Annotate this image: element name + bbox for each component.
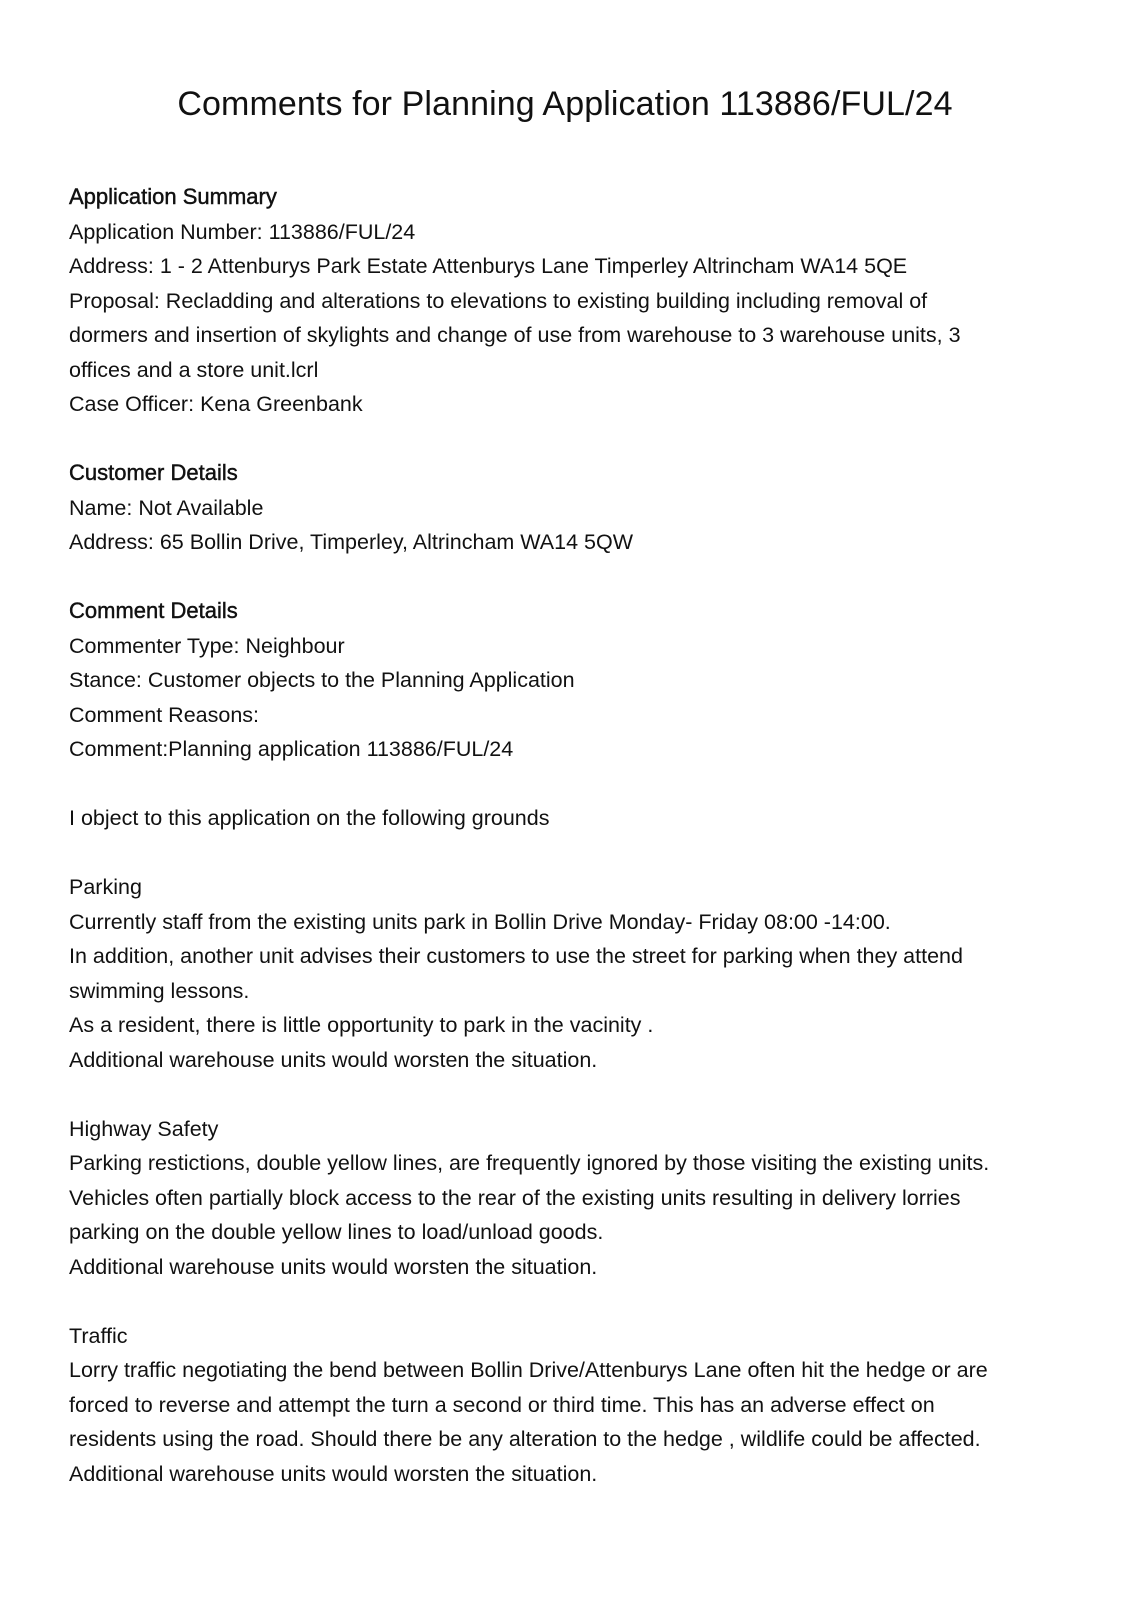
section-line: Parking restictions, double yellow lines, are frequently ignored by those visiting the existing units.: [69, 1151, 990, 1175]
section-line: parking on the double yellow lines to load/unload goods.: [69, 1220, 604, 1244]
stance-value: Customer objects to the Planning Application: [147, 668, 575, 692]
comment-line: [69, 732, 1069, 767]
commenter-type-label: Commenter Type:: [69, 633, 240, 658]
section-line: As a resident, there is little opportunity to park in the vacinity .: [69, 1013, 654, 1037]
proposal-line: Proposal: Recladding and alterations to elevations to existing building including removal of: [69, 288, 928, 313]
spacer: [69, 767, 1069, 802]
application-address-value: 1 - 2 Attenburys Park Estate Attenburys Lane Timperley Altrincham WA14 5QE: [159, 254, 908, 278]
document-body: [69, 180, 1069, 1491]
page-title: Comments for Planning Application 113886/FUL/24: [177, 85, 953, 123]
comment-section-parking: [69, 870, 1069, 1077]
customer-details-section: [69, 456, 1069, 560]
comment-section-traffic: [69, 1319, 1069, 1492]
spacer: [69, 836, 1069, 871]
section-line: residents using the road. Should there be any alteration to the hedge , wildlife could be affected.: [69, 1427, 981, 1451]
section-line: In addition, another unit advises their customers to use the street for parking when they attend: [69, 944, 963, 968]
commenter-type-line: [69, 629, 1069, 664]
stance-label: Stance:: [69, 668, 142, 692]
section-line: Vehicles often partially block access to the rear of the existing units resulting in delivery lorries: [69, 1185, 961, 1210]
comment-intro: I object to this application on the following grounds: [69, 806, 550, 830]
application-number-label: Application Number:: [69, 219, 263, 244]
stance-line: [69, 663, 1069, 698]
customer-address-line: [69, 525, 1069, 560]
section-line: Lorry traffic negotiating the bend between Bollin Drive/Attenburys Lane often hit the hedge or are: [69, 1358, 988, 1382]
section-heading: Highway Safety: [69, 1116, 219, 1141]
comment-reasons-label: Comment Reasons:: [69, 702, 259, 727]
section-line: swimming lessons.: [69, 978, 250, 1003]
comment-details-section: [69, 594, 1069, 1491]
customer-name-label: Name:: [69, 495, 133, 520]
proposal-line: dormers and insertion of skylights and change of use from warehouse to 3 warehouse units, 3: [69, 323, 961, 347]
case-officer-value: Kena Greenbank: [200, 392, 363, 416]
proposal-line: offices and a store unit.lcrl: [69, 357, 319, 382]
customer-name-value: Not Available: [138, 495, 264, 520]
case-officer-label: Case Officer:: [69, 392, 195, 416]
section-line: forced to reverse and attempt the turn a second or third time. This has an adverse effect on: [69, 1392, 935, 1417]
customer-details-heading: Customer Details: [69, 460, 238, 485]
application-address-label: Address:: [69, 254, 154, 278]
section-line: Additional warehouse units would worsten the situation.: [69, 1254, 598, 1279]
section-line: Additional warehouse units would worsten the situation.: [69, 1047, 598, 1072]
comment-section-highway-safety: [69, 1112, 1069, 1285]
application-summary-section: [69, 180, 1069, 422]
customer-address-value: 65 Bollin Drive, Timperley, Altrincham WA14 5QW: [159, 530, 633, 554]
spacer: [69, 1077, 1069, 1112]
comment-value: Planning application 113886/FUL/24: [168, 737, 514, 761]
case-officer-line: [69, 387, 1069, 422]
application-number-line: [69, 215, 1069, 250]
commenter-type-value: Neighbour: [245, 633, 345, 658]
spacer: [69, 560, 1069, 595]
application-summary-heading: Application Summary: [69, 184, 277, 209]
customer-address-label: Address:: [69, 530, 154, 554]
spacer: [69, 422, 1069, 457]
section-heading: Parking: [69, 875, 142, 899]
section-heading: Traffic: [69, 1323, 128, 1348]
spacer: [69, 1284, 1069, 1319]
customer-name-line: [69, 491, 1069, 526]
comment-details-heading: Comment Details: [69, 598, 238, 623]
application-address-line: [69, 249, 1069, 284]
section-line: Additional warehouse units would worsten the situation.: [69, 1461, 598, 1486]
section-line: Currently staff from the existing units park in Bollin Drive Monday- Friday 08:00 -14:00.: [69, 909, 891, 934]
comment-label: Comment:: [69, 737, 169, 761]
application-number-value: 113886/FUL/24: [268, 219, 416, 244]
